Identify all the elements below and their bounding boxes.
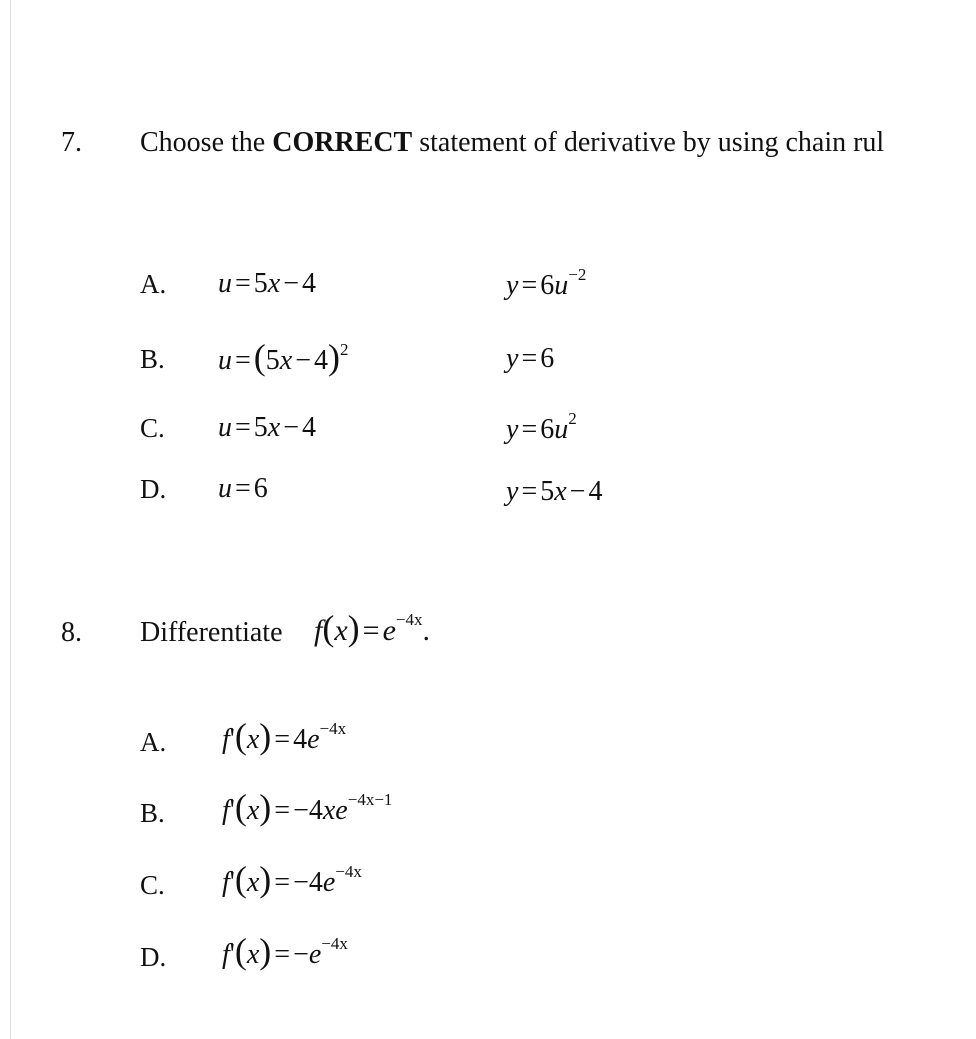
q7-option-a-letter: A.	[140, 269, 167, 299]
q7-option-d-letter: D.	[140, 474, 167, 504]
q7-option-c-letter: C.	[140, 413, 165, 443]
q8-option-a-expr: $f'(x) = 4e^{-4x}$	[222, 716, 347, 756]
question-7-prompt	[140, 127, 884, 159]
q8-option-c-expr: $f'(x) = -4e^{-4x}$	[222, 859, 362, 899]
q7-prompt-start: Choose the	[140, 127, 273, 158]
q7-option-d-u: u = 6	[218, 473, 268, 504]
q7-prompt-end: statement of derivative by using chain rul	[412, 127, 885, 158]
q8-option-d-expr: $f'(x) = -e^{-4x}$	[222, 931, 348, 971]
q7-prompt-bold: CORRECT	[272, 127, 413, 158]
q7-option-c-y: $y = 6u^2$	[506, 408, 577, 445]
q7-option-b-u: $u =(5x - 4)^2$	[218, 337, 349, 377]
q7-option-d-y: y = 5x − 4	[506, 476, 603, 507]
q8-option-a-letter: A.	[140, 727, 167, 757]
q7-option-b-y: y = 6	[506, 343, 555, 374]
q7-option-b-letter: B.	[140, 344, 165, 374]
q8-prompt-start: Differentiate	[140, 617, 283, 648]
page-left-border	[10, 0, 11, 1039]
question-7-number: 7.	[61, 127, 82, 158]
q8-option-b-letter: B.	[140, 798, 165, 828]
q7-option-a-y: $y = 6u^{-2}$	[506, 264, 587, 301]
q7-option-a-u: u = 5x − 4	[218, 268, 317, 299]
q8-option-b-expr: $f'(x) = -4xe^{-4x-1}$	[222, 787, 393, 827]
question-8-number: 8.	[61, 617, 82, 648]
q8-option-c-letter: C.	[140, 870, 165, 900]
q8-option-d-letter: D.	[140, 942, 167, 972]
q7-option-c-u: u = 5x − 4	[218, 412, 317, 443]
q8-function-expression: $f(x) = e^{-4x}$.	[314, 608, 431, 648]
question-8-prompt	[140, 617, 283, 649]
